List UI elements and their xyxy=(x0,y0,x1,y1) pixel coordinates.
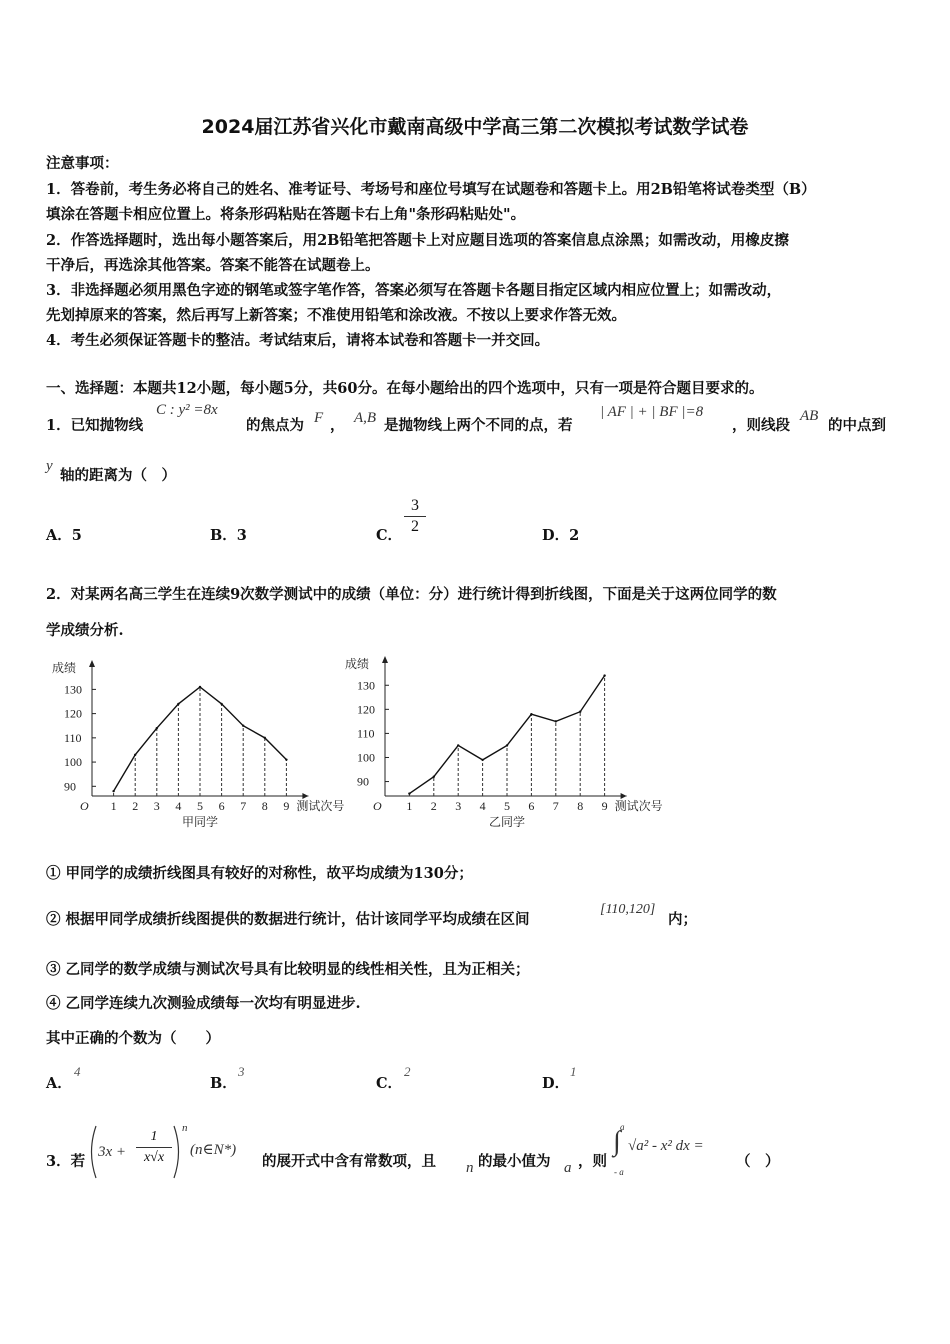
origin-label: O xyxy=(80,799,89,813)
q1-math-parabola: C : y² =8x xyxy=(156,402,218,418)
q1-text: 1．已知抛物线 xyxy=(46,417,144,434)
q2-statement-3: ③ 乙同学的数学成绩与测试次号具有比较明显的线性相关性，且为正相关； xyxy=(46,961,530,978)
x-tick-label: 4 xyxy=(175,799,182,813)
notice-line: 先划掉原来的答案，然后再写上新答案；不准使用铅笔和涂改液。不按以上要求作答无效。 xyxy=(46,307,626,324)
q1-math-axis: y xyxy=(46,458,53,474)
notice-line: 1．答卷前，考生务必将自己的姓名、准考证号、考场号和座位号填写在试题卷和答题卡上。用2B铅笔将试卷类型（B） xyxy=(46,181,816,198)
data-point xyxy=(134,754,136,756)
notice-heading: 注意事项： xyxy=(46,155,119,172)
x-tick-label: 6 xyxy=(218,799,225,813)
data-point xyxy=(481,759,483,761)
chart-jia xyxy=(40,648,370,838)
x-tick-label: 9 xyxy=(601,799,608,813)
chart-title: 乙同学 xyxy=(489,815,526,829)
q3-text: （ ） xyxy=(736,1153,780,1170)
data-point xyxy=(408,792,410,794)
q1-math-focus: F xyxy=(314,410,324,426)
q1-option-d[interactable]: D．2 xyxy=(542,527,580,544)
q2-question: 其中正确的个数为（ ） xyxy=(46,1030,220,1047)
data-point xyxy=(199,686,201,688)
data-point xyxy=(156,727,158,729)
chart-yi xyxy=(345,648,680,838)
q3-fraction xyxy=(136,1128,172,1167)
data-point xyxy=(603,674,605,676)
origin-label: O xyxy=(373,799,382,813)
data-point xyxy=(579,711,581,713)
x-tick-label: 7 xyxy=(240,799,247,813)
y-axis-arrow xyxy=(89,660,95,667)
y-tick-label: 110 xyxy=(357,726,375,741)
integral-lower-limit: - a xyxy=(614,1167,624,1177)
notice-line: 4．考生必须保证答题卡的整洁。考试结束后，请将本试卷和答题卡一并交回。 xyxy=(46,332,550,349)
q2-option-d-value: 1 xyxy=(570,1064,577,1079)
y-tick-label: 110 xyxy=(64,730,82,745)
x-tick-label: 8 xyxy=(577,799,584,813)
y-tick-label: 130 xyxy=(357,678,375,693)
x-tick-label: 3 xyxy=(153,799,160,813)
y-tick-label: 100 xyxy=(64,755,82,770)
chart-title: 甲同学 xyxy=(182,815,219,829)
integral-upper-limit: a xyxy=(620,1122,625,1132)
q3-text: 的最小值为 xyxy=(478,1153,551,1170)
fraction-denominator: x√x xyxy=(143,1150,165,1165)
q3-math-n: n xyxy=(466,1160,474,1176)
q2-option-c[interactable]: C． xyxy=(376,1075,403,1092)
q2-option-d[interactable]: D． xyxy=(542,1075,570,1092)
fraction-bar xyxy=(136,1147,172,1148)
x-tick-label: 4 xyxy=(479,799,486,813)
q1-text: 是抛物线上两个不同的点，若 xyxy=(384,417,573,434)
q2-text: 2．对某两名高三学生在连续9次数学测试中的成绩（单位：分）进行统计得到折线图，下面是关于这两位同学的数 xyxy=(46,586,777,603)
q2-statement-2-end: 内； xyxy=(668,911,697,928)
section-heading: 一、选择题：本题共12小题，每小题5分，共60分。在每小题给出的四个选项中，只有一项是符合题目要求的。 xyxy=(46,380,764,397)
integral-icon: ∫ xyxy=(613,1126,621,1157)
x-tick-label: 5 xyxy=(197,799,203,813)
fraction-bar xyxy=(404,516,426,517)
y-tick-label: 100 xyxy=(357,750,375,765)
q1-text: 的中点到 xyxy=(828,417,886,434)
page-title: 2024届江苏省兴化市戴南高级中学高三第二次模拟考试数学试卷 xyxy=(201,116,749,138)
fraction-numerator: 3 xyxy=(411,497,419,514)
q1-text: 的焦点为 xyxy=(246,417,304,434)
x-axis-label: 测试次号 xyxy=(614,799,663,813)
notice-line: 填涂在答题卡相应位置上。将条形码粘贴在答题卡右上角"条形码粘贴处"。 xyxy=(46,206,526,223)
y-tick-label: 90 xyxy=(357,774,369,789)
x-tick-label: 3 xyxy=(455,799,462,813)
q3-exponent: n xyxy=(182,1122,188,1134)
y-axis-arrow xyxy=(382,656,388,663)
q3-math-a: a xyxy=(564,1160,572,1176)
x-tick-label: 8 xyxy=(261,799,268,813)
q2-interval: [110,120] xyxy=(600,902,656,917)
left-paren xyxy=(86,1124,98,1180)
q1-option-c[interactable]: C． xyxy=(376,527,403,544)
fraction-numerator: 1 xyxy=(150,1129,158,1144)
y-tick-label: 130 xyxy=(64,682,82,697)
q3-condition: (n∈N*) xyxy=(190,1142,237,1158)
x-tick-label: 1 xyxy=(110,799,117,813)
q3-text: ，则 xyxy=(578,1153,607,1170)
y-tick-label: 120 xyxy=(64,706,82,721)
data-point xyxy=(530,713,532,715)
data-point xyxy=(242,725,244,727)
q1-option-c-fraction xyxy=(404,497,426,536)
data-point xyxy=(285,758,287,760)
data-point xyxy=(220,703,222,705)
q3-text: 3．若 xyxy=(46,1153,86,1170)
q2-option-a[interactable]: A． xyxy=(46,1075,72,1092)
data-point xyxy=(433,776,435,778)
q1-text: ， xyxy=(330,417,345,434)
q2-statement-1: ① 甲同学的成绩折线图具有较好的对称性，故平均成绩为130分； xyxy=(46,865,473,882)
x-tick-label: 5 xyxy=(504,799,510,813)
y-tick-label: 120 xyxy=(357,702,375,717)
x-axis-label: 测试次号 xyxy=(296,799,345,813)
notice-line: 3．非选择题必须用黑色字迹的钢笔或签字笔作答，答案必须写在答题卡各题目指定区域内相应位置上；如需改动， xyxy=(46,282,782,299)
data-point xyxy=(112,790,114,792)
x-tick-label: 2 xyxy=(430,799,437,813)
data-point xyxy=(177,703,179,705)
x-tick-label: 7 xyxy=(552,799,559,813)
data-point xyxy=(506,744,508,746)
q1-option-b[interactable]: B．3 xyxy=(210,527,247,544)
y-axis-label: 成绩 xyxy=(52,661,77,675)
data-point xyxy=(457,744,459,746)
q1-math-segment: AB xyxy=(800,408,819,424)
q1-option-a[interactable]: A．5 xyxy=(46,527,82,544)
q2-text: 学成绩分析. xyxy=(46,622,124,639)
notice-line: 2．作答选择题时，选出每小题答案后，用2B铅笔把答题卡上对应题目选项的答案信息点涂黑；如需改动，用橡皮擦 xyxy=(46,232,789,249)
data-point xyxy=(555,720,557,722)
q2-statement-2: ② 根据甲同学成绩折线图提供的数据进行统计，估计该同学平均成绩在区间 xyxy=(46,911,530,928)
q2-option-b-value: 3 xyxy=(238,1064,245,1079)
q2-option-b[interactable]: B． xyxy=(210,1075,237,1092)
fraction-denominator: 2 xyxy=(411,518,419,535)
y-tick-label: 90 xyxy=(64,779,76,794)
q3-text: 的展开式中含有常数项，且 xyxy=(262,1153,436,1170)
q1-text: 轴的距离为（ ） xyxy=(60,467,176,484)
notice-line: 干净后，再选涂其他答案。答案不能答在试题卷上。 xyxy=(46,257,380,274)
q2-option-a-value: 4 xyxy=(74,1064,81,1079)
x-tick-label: 1 xyxy=(406,799,413,813)
q2-statement-4: ④ 乙同学连续九次测验成绩每一次均有明显进步. xyxy=(46,995,361,1012)
x-tick-label: 9 xyxy=(283,799,290,813)
q1-text: ，则线段 xyxy=(732,417,790,434)
q2-option-c-value: 2 xyxy=(404,1064,411,1079)
x-tick-label: 2 xyxy=(132,799,139,813)
data-point xyxy=(264,737,266,739)
y-axis-label: 成绩 xyxy=(345,657,370,671)
q1-math-points: A,B xyxy=(354,410,377,426)
q1-math-condition: | AF | + | BF |=8 xyxy=(600,404,704,420)
q3-integrand: √a² - x² dx = xyxy=(628,1138,704,1154)
q3-expr: 3x + xyxy=(98,1144,127,1160)
x-tick-label: 6 xyxy=(528,799,535,813)
